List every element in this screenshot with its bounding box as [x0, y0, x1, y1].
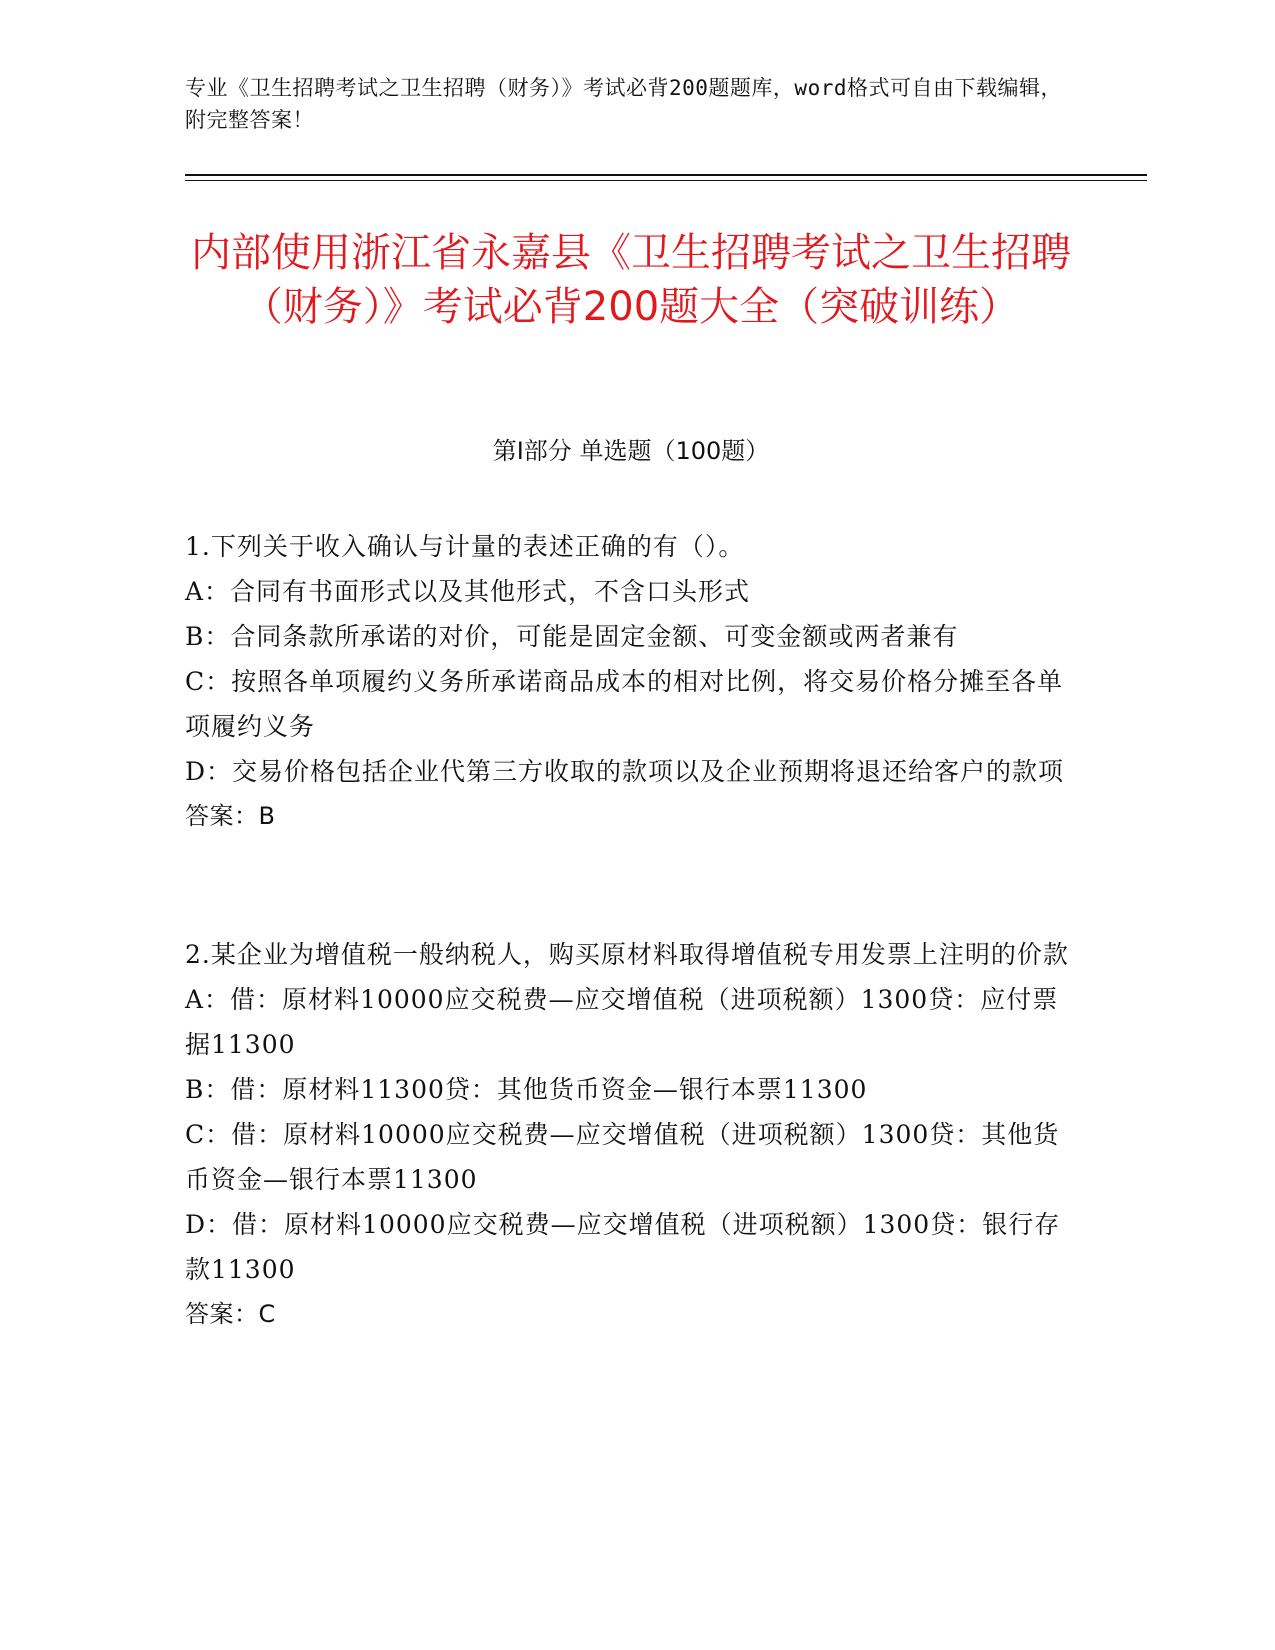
answer: 答案：B [185, 802, 276, 830]
option-c: C：借：原材料10000应交税费—应交增值税（进项税额）1300贷：其他货币资金—银行本票11300 [185, 1120, 1060, 1194]
option-c: C：按照各单项履约义务所承诺商品成本的相对比例，将交易价格分摊至各单项履约义务 [185, 667, 1064, 741]
header-divider-thick [185, 174, 1147, 176]
question-2 [185, 932, 1077, 1337]
question-stem: 2.某企业为增值税一般纳税人，购买原材料取得增值税专用发票上注明的价款 [185, 940, 1069, 969]
option-d: D：交易价格包括企业代第三方收取的款项以及企业预期将退还给客户的款项 [185, 757, 1065, 786]
question-1 [185, 524, 1077, 839]
question-stem: 1.下列关于收入确认与计量的表述正确的有（）。 [185, 532, 745, 561]
option-d: D：借：原材料10000应交税费—应交增值税（进项税额）1300贷：银行存款11300 [185, 1210, 1061, 1284]
document-title: 内部使用浙江省永嘉县《卫生招聘考试之卫生招聘（财务）》考试必背200题大全（突破训练） [191, 230, 1071, 330]
option-a: A：借：原材料10000应交税费—应交增值税（进项税额）1300贷：应付票据11300 [185, 985, 1059, 1059]
answer: 答案：C [185, 1300, 276, 1328]
option-b: B：借：原材料11300贷：其他货币资金—银行本票11300 [185, 1075, 868, 1104]
header-note: 专业《卫生招聘考试之卫生招聘（财务）》考试必背200题题库，word格式可自由下载编辑，附完整答案！ [185, 76, 1062, 132]
header-divider-thin [185, 180, 1147, 181]
section-title: 第I部分 单选题（100题） [492, 437, 770, 465]
option-a: A：合同有书面形式以及其他形式，不含口头形式 [185, 577, 751, 606]
option-b: B：合同条款所承诺的对价，可能是固定金额、可变金额或两者兼有 [185, 622, 959, 651]
